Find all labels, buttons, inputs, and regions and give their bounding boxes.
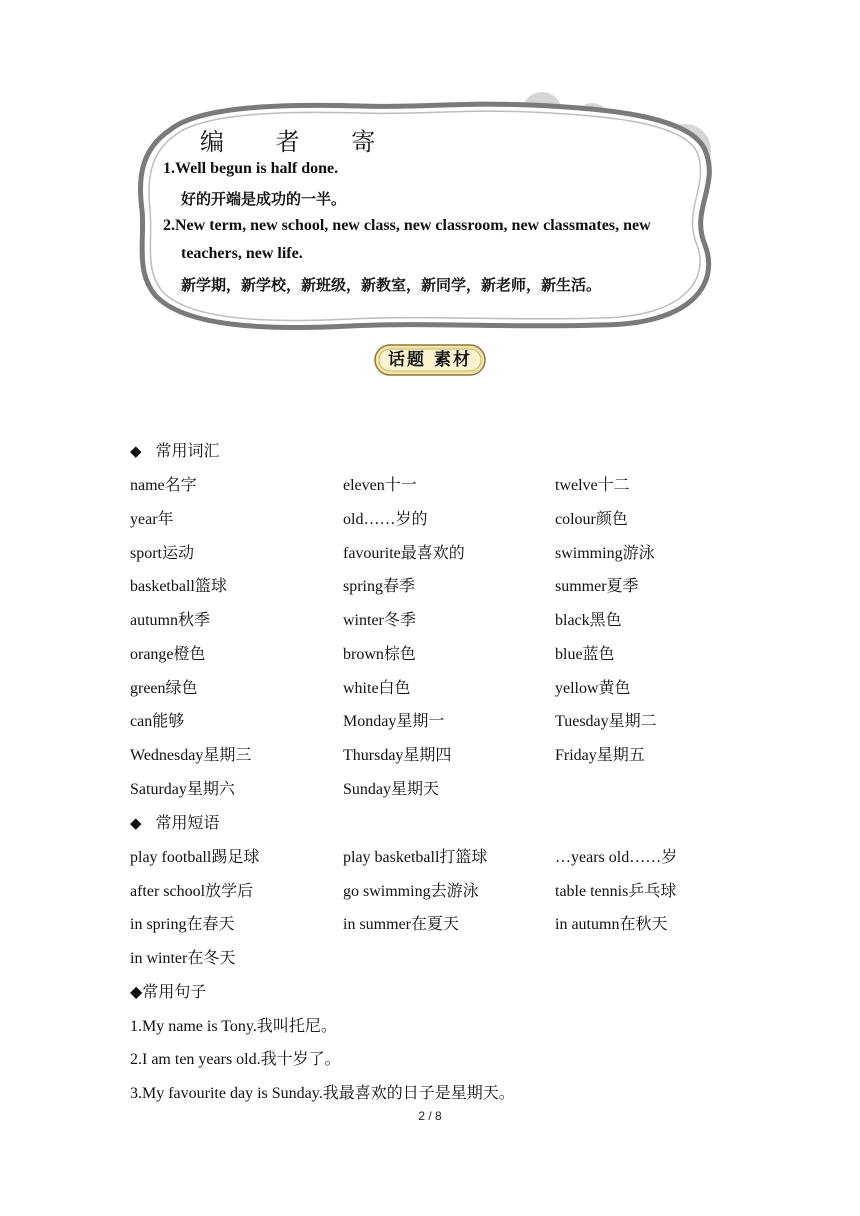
table-row	[130, 607, 730, 631]
vocab-cell: eleven十一	[343, 477, 417, 494]
table-row	[130, 878, 730, 902]
phrase-cell: go swimming去游泳	[343, 883, 479, 900]
table-row	[130, 742, 730, 766]
phrase-cell: …years old……岁	[555, 849, 678, 866]
vocab-cell: Sunday星期天	[343, 781, 440, 798]
vocab-cell: sport运动	[130, 545, 195, 562]
vocab-cell: old……岁的	[343, 511, 428, 528]
table-row	[130, 641, 730, 665]
vocab-cell: Wednesday星期三	[130, 747, 252, 764]
table-row	[130, 911, 730, 935]
phrases-heading: ◆ 常用短语	[130, 813, 220, 832]
vocab-cell: brown棕色	[343, 646, 416, 663]
vocab-cell: Friday星期五	[555, 747, 645, 764]
sentence-item: 1.My name is Tony.我叫托尼。	[130, 1018, 337, 1035]
table-row	[130, 708, 730, 732]
phrase-cell: in autumn在秋天	[555, 916, 668, 933]
diamond-bullet-icon: ◆	[130, 814, 142, 832]
table-row	[130, 540, 730, 564]
vocab-cell: Thursday星期四	[343, 747, 452, 764]
vocab-cell: spring春季	[343, 578, 416, 595]
table-row	[130, 844, 730, 868]
diamond-bullet-icon: ◆	[130, 982, 143, 1001]
vocab-heading: ◆ 常用词汇	[130, 441, 220, 460]
vocab-cell: twelve十二	[555, 477, 630, 494]
quote-2-continued: teachers, new life.	[181, 245, 303, 262]
sentence-item: 3.My favourite day is Sunday.我最喜欢的日子是星期天。	[130, 1085, 515, 1102]
vocab-cell: yellow黄色	[555, 680, 631, 697]
phrase-cell: after school放学后	[130, 883, 254, 900]
vocab-cell: swimming游泳	[555, 545, 655, 562]
table-row	[130, 573, 730, 597]
diamond-bullet-icon: ◆	[130, 442, 142, 460]
table-row	[130, 472, 730, 496]
vocab-cell: black黑色	[555, 612, 622, 629]
sentences-heading: ◆常用句子	[130, 982, 207, 1001]
vocab-cell: year年	[130, 511, 174, 528]
vocab-cell: Monday星期一	[343, 713, 445, 730]
vocab-cell: winter冬季	[343, 612, 416, 629]
editor-note-title: 编 者 寄	[200, 128, 398, 156]
phrase-cell: in summer在夏天	[343, 916, 459, 933]
vocab-cell: name名字	[130, 477, 197, 494]
vocab-cell: Tuesday星期二	[555, 713, 657, 730]
vocab-cell: summer夏季	[555, 578, 639, 595]
quote-2-translation: 新学期，新学校，新班级，新教室，新同学，新老师，新生活。	[181, 276, 602, 294]
table-row	[130, 675, 730, 699]
phrase-cell: play football踢足球	[130, 849, 260, 866]
vocab-cell: can能够	[130, 713, 185, 730]
phrase-cell: table tennis乒乓球	[555, 883, 677, 900]
quote-1-translation: 好的开端是成功的一半。	[181, 190, 347, 208]
page-number: 2 / 8	[418, 1109, 442, 1123]
quote-2: 2.New term, new school, new class, new classroom, new classmates, new	[163, 217, 651, 234]
vocab-cell: favourite最喜欢的	[343, 545, 465, 562]
phrase-cell: in winter在冬天	[130, 950, 236, 967]
vocab-cell: Saturday星期六	[130, 781, 235, 798]
table-row	[130, 506, 730, 530]
vocab-cell: white白色	[343, 680, 411, 697]
table-row	[130, 776, 730, 800]
vocab-cell: basketball篮球	[130, 578, 227, 595]
sentence-item: 2.I am ten years old.我十岁了。	[130, 1051, 341, 1068]
vocab-cell: autumn秋季	[130, 612, 210, 629]
phrase-cell: in spring在春天	[130, 916, 235, 933]
vocab-cell: green绿色	[130, 680, 198, 697]
topic-badge: 话题 素材	[388, 350, 472, 370]
quote-1: 1.Well begun is half done.	[163, 160, 339, 177]
vocab-cell: blue蓝色	[555, 646, 615, 663]
table-row	[130, 945, 730, 969]
phrase-cell: play basketball打篮球	[343, 849, 488, 866]
vocab-cell: orange橙色	[130, 646, 206, 663]
vocab-cell: colour颜色	[555, 511, 628, 528]
